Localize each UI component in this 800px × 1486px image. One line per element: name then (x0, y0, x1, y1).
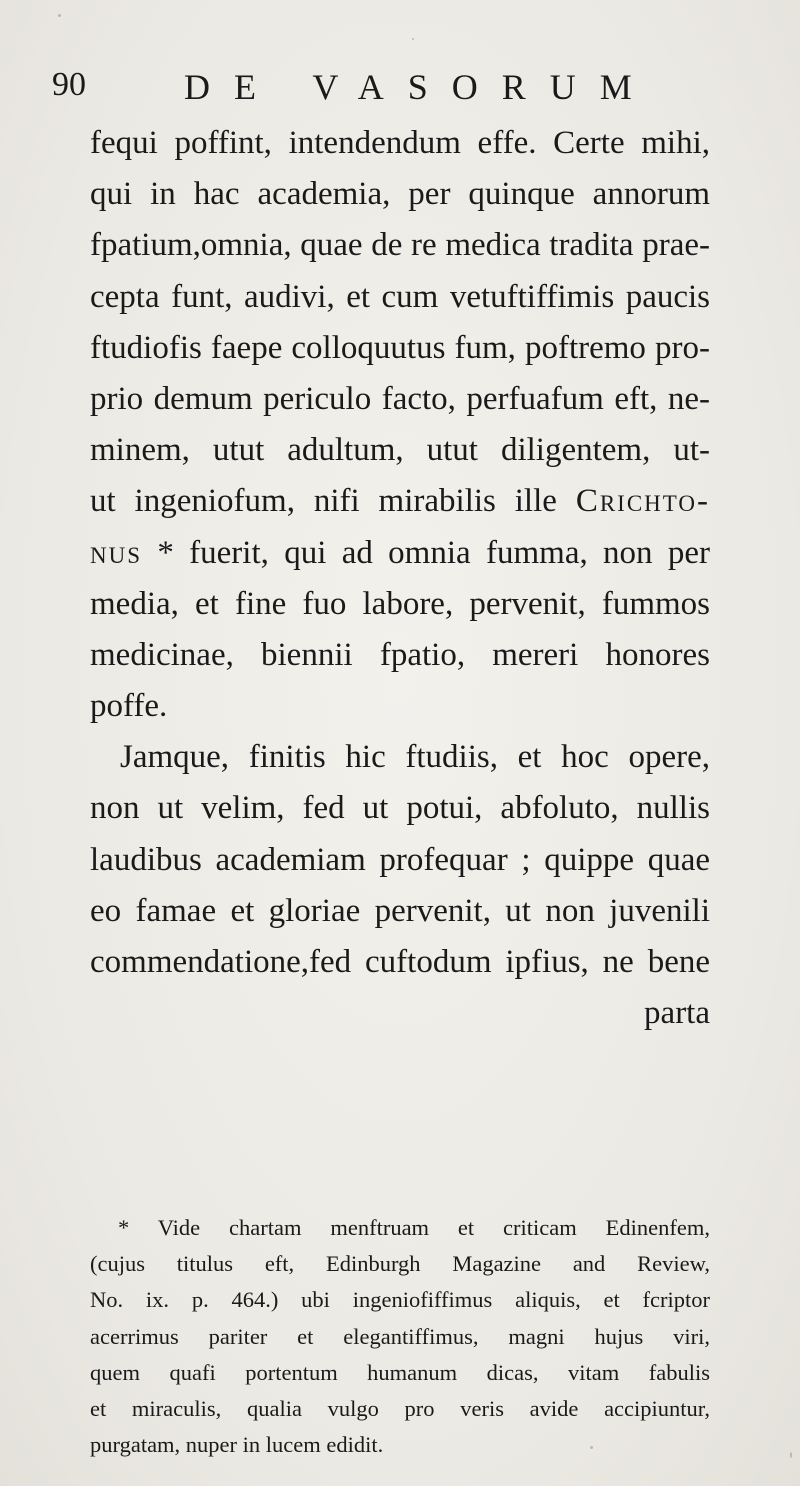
text-line: non ut velim, fed ut potui, abfoluto, nullis (90, 790, 710, 827)
text-line: ftudiofis faepe colloquutus fum, poftremo pro- (90, 329, 710, 366)
running-head: DE VASORUM (184, 67, 656, 107)
paper-speck (58, 14, 61, 17)
footnote-line: purgatam, nuper in lucem edidit. (90, 1432, 384, 1458)
footnote-line: (cujus titulus eft, Edinburgh Magazine and Review, (90, 1251, 710, 1277)
paper-speck (412, 38, 414, 40)
paper-speck (590, 1446, 593, 1449)
footnote-marker: * (157, 534, 174, 571)
footnote (90, 1210, 710, 1463)
page-header (52, 66, 692, 110)
text-line-with-name (90, 476, 710, 527)
page-number: 90 (52, 66, 86, 103)
text-line: poffe. (90, 688, 168, 725)
text-line: Jamque, finitis hic ftudiis, et hoc opere, (120, 739, 710, 776)
footnote-line: acerrimus pariter et elegantiffimus, magni hujus viri, (90, 1323, 710, 1349)
text-line-with-name (90, 528, 710, 579)
text-line: fequi poffint, intendendum effe. Certe mihi, (90, 125, 710, 161)
text-line: prio demum periculo facto, perfuafum eft, ne- (90, 380, 710, 417)
text-line: laudibus academiam profequar ; quippe quae (90, 841, 710, 878)
text-line: fpatium,omnia, quae de re medica tradita prae- (90, 227, 710, 264)
paper-speck (790, 1452, 792, 1458)
text-segment: ut ingeniofum, nifi mirabilis ille (90, 483, 557, 520)
text-line: commendatione,fed cuftodum ipfius, ne bene (90, 944, 710, 980)
text-line: qui in hac academia, per quinque annorum (90, 176, 710, 213)
footnote-line: quem quafi portentum humanum dicas, vitam fabulis (90, 1359, 710, 1385)
text-line: minem, utut adultum, utut diligentem, ut- (90, 432, 710, 469)
main-text (90, 118, 710, 1039)
name-crichtonus-part1: Crichto- (575, 483, 711, 520)
text-line: media, et fine fuo labore, pervenit, fummos (90, 585, 710, 622)
footnote-line: No. ix. p. 464.) ubi ingeniofiffimus aliquis, et fcriptor (90, 1287, 710, 1313)
footnote-line: * Vide chartam menftruam et criticam Edinenfem, (118, 1215, 710, 1240)
text-line: medicinae, biennii fpatio, mereri honores (90, 636, 710, 673)
name-crichtonus-part2: nus (90, 534, 143, 571)
footnote-line: et miraculis, qualia vulgo pro veris avide accipiuntur, (90, 1396, 710, 1422)
text-line: cepta funt, audivi, et cum vetuftiffimis paucis (90, 278, 710, 315)
text-segment: fuerit, qui ad omnia fumma, non per (189, 534, 710, 571)
text-line: eo famae et gloriae pervenit, ut non juvenili (90, 892, 710, 929)
catchword: parta (644, 995, 710, 1032)
